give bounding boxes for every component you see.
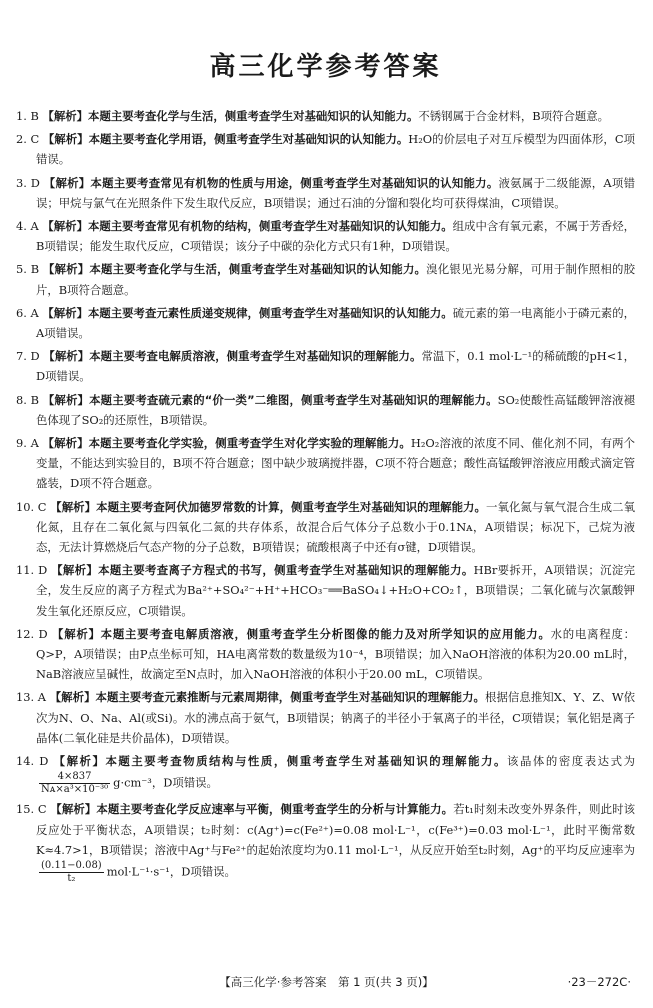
analysis-text: 该晶体的密度表达式为: [507, 754, 635, 769]
answer-item: [16, 624, 635, 685]
answer-item: [16, 303, 635, 343]
analysis-heading: 【解析】本题主要考查物质结构与性质，侧重考查学生对基础知识的理解能力。: [53, 754, 507, 769]
analysis-heading: 【解析】本题主要考查电解质溶液，侧重考查学生分析图像的能力及对所学知识的应用能力。: [52, 626, 551, 641]
answer-item: [16, 560, 635, 621]
answer-item: [16, 259, 635, 299]
analysis-heading: 【解析】本题主要考查硫元素的“价一类”二维图，侧重考查学生对基础知识的理解能力。: [42, 392, 498, 407]
analysis-heading: 【解析】本题主要考查常见有机物的结构，侧重考查学生对基础知识的认知能力。: [42, 219, 453, 234]
answer-number: 7. D: [16, 349, 40, 364]
answer-item: [16, 799, 635, 885]
answer-number: 4. A: [16, 219, 39, 234]
analysis-text: SO₂使酸性高锰酸钾溶液褪色体现了SO₂的还原性，B项错误。: [36, 392, 635, 427]
answer-list: [16, 106, 635, 885]
answer-number: 10. C: [16, 499, 47, 514]
analysis-text: HBr要拆开，A项错误；沉淀完全，发生反应的离子方程式为Ba²⁺+SO₄²⁻+H⁺+HCO₃⁻══BaSO₄↓+H₂O+CO₂↑，B项错误；二氧化硫与次氯酸钾发生氧化还原反应，C项错误。: [36, 563, 635, 618]
answer-item: [16, 390, 635, 430]
analysis-text: 常温下，0.1 mol·L⁻¹的稀硫酸的pH<1，D项错误。: [36, 349, 635, 384]
answer-item: [16, 173, 635, 213]
answer-number: 13. A: [16, 690, 47, 705]
analysis-text: 硫元素的第一电离能小于磷元素的，A项错误。: [36, 305, 635, 341]
answer-number: 5. B: [16, 262, 40, 277]
answer-number: 8. B: [16, 392, 40, 407]
answer-item: [16, 346, 635, 386]
analysis-heading: 【解析】本题主要考查化学反应速率与平衡，侧重考查学生的分析与计算能力。: [50, 802, 454, 817]
answer-number: 9. A: [16, 436, 39, 451]
answer-item: [16, 106, 635, 126]
analysis-heading: 【解析】本题主要考查阿伏加德罗常数的计算，侧重考查学生对基础知识的理解能力。: [50, 499, 486, 514]
analysis-heading: 【解析】本题主要考查元素性质递变规律，侧重考查学生对基础知识的认知能力。: [42, 305, 453, 320]
analysis-text: 溴化银见光易分解，可用于制作照相的胶片，B项符合题意。: [36, 262, 635, 297]
analysis-text: 若t₁时刻未改变外界条件，则此时该反应处于平衡状态，A项错误；t₂时刻：c(Ag⁺)=c(Fe²⁺)=0.08 mol·L⁻¹，c(Fe³⁺)=0.03 mol·L⁻¹，此时平衡常数K≈4.7>1，B项错误；溶液中Ag⁺与Fe²⁺的起始浓度均为0.11 mol·L⁻¹，从反应开始至t₂时刻，Ag⁺的平均反应速率为: [36, 802, 636, 857]
answer-item: [16, 216, 635, 256]
analysis-heading: 【解析】本题主要考查化学用语，侧重考查学生对基础知识的认知能力。: [42, 132, 409, 147]
analysis-text: 根据信息推知X、Y、Z、W依次为N、O、Na、Al(或Si)。水的沸点高于氨气，B项错误；钠离子的半径小于氧离子的半径，C项错误；氧化铝是离子晶体(二氧化硅是共价晶体)，D项错误。: [36, 690, 635, 745]
fraction-denominator: Nᴀ×a³×10⁻³⁰: [41, 784, 109, 796]
answer-item: [16, 687, 635, 748]
analysis-text: 组成中含有氧元素，不属于芳香烃，B项错误；能发生取代反应，C项错误；该分子中碳的杂化方式只有1种，D项错误。: [36, 219, 635, 254]
analysis-heading: 【解析】本题主要考查元素推断与元素周期律，侧重考查学生对基础知识的理解能力。: [49, 690, 485, 705]
analysis-heading: 【解析】本题主要考查化学实验，侧重考查学生对化学实验的理解能力。: [42, 436, 411, 451]
answer-item: [16, 433, 635, 494]
answer-number: 3. D: [16, 175, 40, 190]
answer-number: 1. B: [16, 109, 39, 123]
analysis-heading: 【解析】本题主要考查常见有机物的性质与用途，侧重考查学生对基础知识的认知能力。: [43, 175, 499, 190]
analysis-text: H₂O₂溶液的浓度不同、催化剂不同，有两个变量，不能达到实验目的，B项不符合题意；图中缺少玻璃搅拌器，C项不符合题意；酸性高锰酸钾溶液应用酸式滴定管盛装，D项不符合题意。: [36, 436, 635, 491]
analysis-text: 水的电离程度：Q>P，A项错误；由P点坐标可知，HA电离常数的数量级为10⁻⁴，B项错误；加入NaOH溶液的体积为20.00 mL时，NaB溶液应呈碱性，故滴定至N点时，加入NaOH溶液的体积小于20.00 mL，C项错误。: [36, 626, 635, 682]
answer-item: [16, 751, 635, 796]
answer-number: 2. C: [16, 132, 40, 147]
answer-item: [16, 129, 635, 169]
density-fraction: [39, 771, 110, 796]
analysis-text: 液氨属于二级能源，A项错误；甲烷与氯气在光照条件下发生取代反应，B项错误；通过石油的分馏和裂化均可获得煤油，C项错误。: [36, 175, 635, 210]
footer-page-info: 【高三化学·参考答案 第 1 页(共 3 页)】: [219, 975, 434, 989]
analysis-text: 一氧化氮与氧气混合生成二氧化氮，且存在二氧化氮与四氧化二氮的共存体系，故混合后气体分子总数小于0.1Nᴀ，A项错误；标况下，己烷为液态，无法计算燃烧后气态产物的分子总数，B项错误；硫酸根离子中还有σ键，D项错误。: [36, 499, 635, 555]
analysis-text: H₂O的价层电子对互斥模型为四面体形，C项错误。: [36, 132, 635, 167]
answer-number: 14. D: [16, 754, 49, 769]
answer-number: 11. D: [16, 563, 48, 578]
analysis-heading: 【解析】本题主要考查离子方程式的书写，侧重考查学生对基础知识的理解能力。: [51, 563, 474, 578]
fraction-numerator: 4×837: [39, 771, 110, 784]
page-title: 高三化学参考答案: [209, 52, 442, 82]
answer-item: [16, 497, 635, 558]
rate-fraction: [39, 860, 104, 885]
answer-number: 6. A: [16, 305, 39, 320]
analysis-heading: 【解析】本题主要考查电解质溶液，侧重考查学生对基础知识的理解能力。: [43, 349, 422, 364]
fraction-denominator: t₂: [67, 872, 76, 884]
analysis-text: 不锈钢属于合金材料，B项符合题意。: [418, 109, 610, 123]
analysis-text-tail: mol·L⁻¹·s⁻¹，D项错误。: [106, 864, 236, 879]
footer-code: ·23－272C·: [567, 975, 631, 989]
analysis-text-tail: g·cm⁻³，D项错误。: [113, 775, 218, 790]
answer-number: 12. D: [16, 626, 48, 641]
analysis-heading: 【解析】本题主要考查化学与生活，侧重考查学生对基础知识的认知能力。: [42, 109, 419, 123]
answer-number: 15. C: [16, 802, 47, 817]
analysis-heading: 【解析】本题主要考查化学与生活，侧重考查学生对基础知识的认知能力。: [42, 262, 427, 277]
fraction-numerator: (0.11−0.08): [41, 859, 102, 871]
